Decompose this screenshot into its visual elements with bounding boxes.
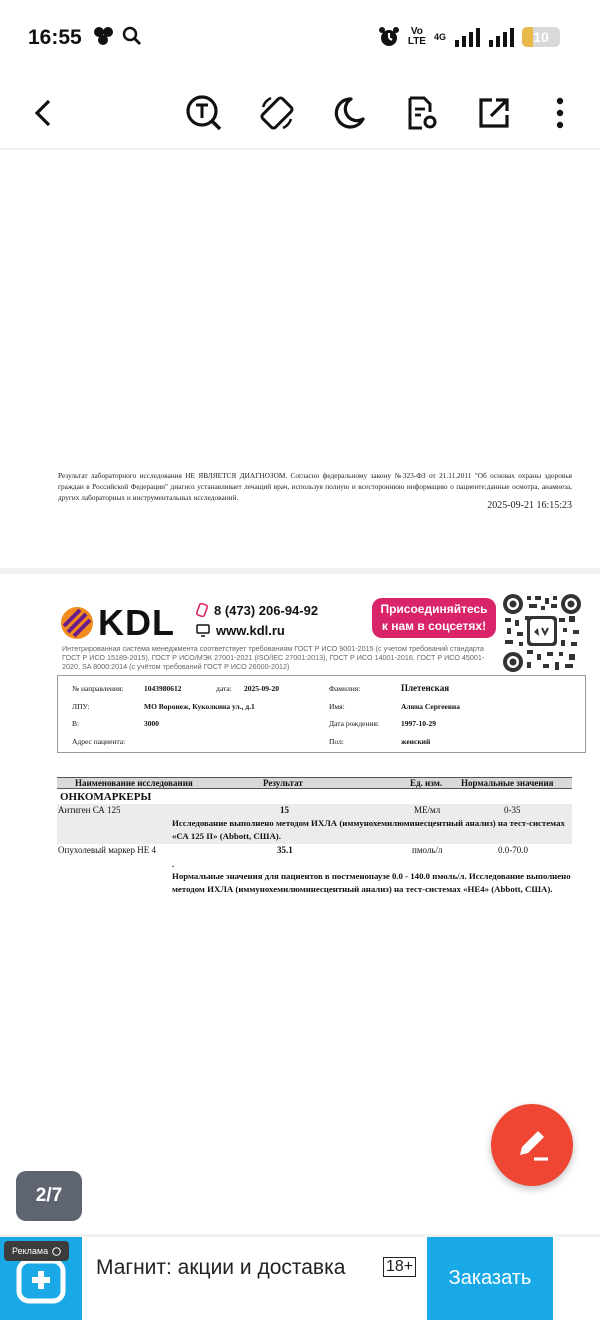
test-note-dot: . <box>172 859 175 869</box>
test-result: 15 <box>280 805 289 815</box>
file-settings-icon <box>404 94 440 132</box>
header-name: Наименование исследования <box>75 778 193 788</box>
table-row <box>57 844 572 858</box>
test-name: Опухолевый маркер НЕ 4 <box>58 845 156 855</box>
address-label: Адрес пациента: <box>72 737 126 746</box>
surname-value: Плетенская <box>401 683 450 693</box>
signal-icon <box>454 27 480 47</box>
v-label: В: <box>72 719 80 728</box>
battery-level: 10 <box>533 29 549 45</box>
referral-label: № направления: <box>72 684 124 693</box>
rotate-icon <box>257 93 297 133</box>
status-time: 16:55 <box>28 26 82 49</box>
edit-icon <box>512 1125 552 1165</box>
test-name: Антиген СА 125 <box>58 805 121 815</box>
kdl-logo-text: KDL <box>98 602 175 643</box>
test-note: Исследование выполнено методом ИХЛА (иммунохемилюминесцентный анализ) на тест-системах «СА 125 II» (Abbott, США). <box>172 818 565 841</box>
lab-website: www.kdl.ru <box>216 622 285 638</box>
section-title: ОНКОМАРКЕРЫ <box>60 791 152 803</box>
test-normal: 0.0-70.0 <box>498 845 528 855</box>
report-timestamp: 2025-09-21 16:15:23 <box>487 500 572 511</box>
social-banner <box>372 598 496 638</box>
signal-icon-2 <box>488 27 514 47</box>
iso-certification-text: Интегрированная система менеджмента соответствует требованиям ГОСТ Р ИСО 9001-2015 (с учетом требований стандарта ГОСТ Р ИСО 15189-2015), ГОСТ Р ИСО/МЭК 27001-2021 (ISO/IEC 27001:2013), ГОСТ Р ИСО 14001-2016, ГОСТ Р ИСО 45001-2020, SA 8000:2014 (с учётом требований ГОСТ Р ИСО 26000-2012) <box>62 644 485 671</box>
ad-label-text: Реклама <box>12 1246 49 1256</box>
document-page-1 <box>0 150 600 568</box>
text-recognition-button[interactable] <box>179 88 229 138</box>
test-normal: 0-35 <box>504 805 521 815</box>
battery-fill <box>522 27 533 47</box>
network-type: 4G <box>433 32 446 42</box>
lab-phone: 8 (473) 206-94-92 <box>214 602 319 618</box>
text-recognition-icon <box>184 93 224 133</box>
lpu-label: ЛПУ: <box>72 702 90 711</box>
back-button[interactable] <box>18 88 68 138</box>
social-line-1: Присоединяйтесь <box>380 602 488 616</box>
rotate-button[interactable] <box>252 88 302 138</box>
open-external-icon <box>477 96 511 130</box>
referral-value: 1043980612 <box>144 684 182 693</box>
monitor-icon <box>196 624 210 637</box>
test-result: 35.1 <box>277 845 293 855</box>
battery-icon <box>522 27 560 47</box>
search-icon <box>122 26 142 46</box>
ad-label <box>4 1241 69 1261</box>
night-mode-button[interactable] <box>324 88 374 138</box>
test-unit: пмоль/л <box>412 845 443 855</box>
status-bar <box>0 0 600 80</box>
night-mode-icon <box>331 95 367 131</box>
phone-icon <box>196 603 208 617</box>
alarm-icon <box>378 26 400 48</box>
ad-order-button[interactable]: Заказать <box>427 1237 553 1320</box>
v-value: 3000 <box>144 719 159 728</box>
status-notification-icons <box>92 26 142 46</box>
test-note: Нормальные значения для пациентов в постменопаузе 0.0 - 140.0 пмоль/л. Исследование выполнено методом ИХЛА (иммунохемилюминесцентный анализ) на тест-системах «HE4» (Abbott, США). <box>172 871 571 894</box>
ad-age-rating: 18+ <box>383 1257 416 1277</box>
more-icon <box>555 97 565 129</box>
sex-label: Пол: <box>329 737 344 746</box>
name-value: Алина Сергеевна <box>401 702 460 711</box>
volte-indicator: Vo LTE <box>407 26 426 47</box>
back-icon <box>31 98 55 128</box>
date-label: дата: <box>216 684 232 693</box>
kdl-logo <box>60 602 175 644</box>
file-settings-button[interactable] <box>397 88 447 138</box>
social-line-2: к нам в соцсетях! <box>381 619 487 633</box>
ad-banner[interactable] <box>0 1237 600 1320</box>
date-value: 2025-09-20 <box>244 684 279 693</box>
surname-label: Фамилия: <box>329 684 361 693</box>
test-unit: МЕ/мл <box>414 805 441 815</box>
kdl-logo-icon <box>60 606 94 640</box>
lab-contacts <box>196 600 318 640</box>
name-label: Имя: <box>329 702 345 711</box>
open-external-button[interactable] <box>469 88 519 138</box>
status-system-icons <box>378 26 560 48</box>
ad-text[interactable]: Магнит: акции и доставка <box>96 1256 346 1279</box>
qr-code-icon <box>503 594 581 672</box>
birth-label: Дата рождения: <box>329 719 380 728</box>
app-notification-icon <box>92 26 114 46</box>
sex-value: женский <box>401 737 431 746</box>
toolbar <box>0 80 600 148</box>
page-indicator: 2/7 <box>16 1171 82 1221</box>
header-result: Результат <box>263 778 303 788</box>
results-table-header <box>57 777 572 789</box>
header-unit: Ед. изм. <box>410 778 443 788</box>
info-icon <box>52 1247 61 1256</box>
header-normal: Нормальные значения <box>461 778 554 788</box>
disclaimer-text: Результат лабораторного исследования НЕ ЯВЛЯЕТСЯ ДИАГНОЗОМ. Согласно федеральному закону №323-ФЗ от 21.11.2011 "Об основах охраны здоровья граждан в Российской Федерации" диагноз устанавливает лечащий врач, используя полную и всестороннюю информацию о пациенте:данные осмотра, анамнеза, других лабораторных и инструментальных исследований. <box>58 471 572 502</box>
more-button[interactable] <box>535 88 585 138</box>
edit-button[interactable] <box>491 1104 573 1186</box>
lpu-value: МО Воронеж, Куколкина ул., д.1 <box>144 702 255 711</box>
patient-info-box <box>57 675 586 753</box>
birth-value: 1997-10-29 <box>401 719 436 728</box>
